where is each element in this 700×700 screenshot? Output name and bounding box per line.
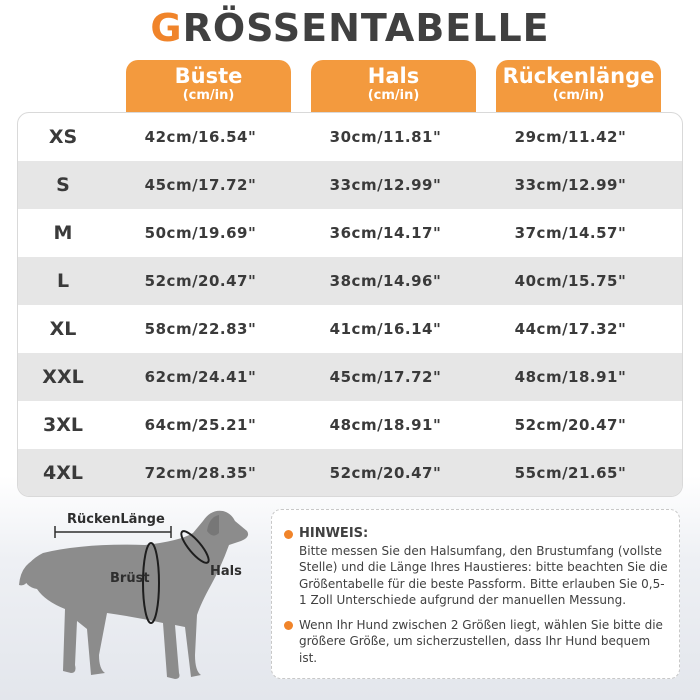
title-first-letter: G bbox=[150, 6, 183, 50]
table-row bbox=[18, 449, 682, 497]
column-unit: (cm/in) bbox=[182, 88, 235, 103]
back-cell: 48cm/18.91" bbox=[514, 368, 627, 386]
column-header-back-length bbox=[496, 60, 661, 112]
title-rest: RÖSSENTABELLE bbox=[182, 6, 550, 50]
neck-cell: 38cm/14.96" bbox=[329, 272, 442, 290]
neck-cell: 52cm/20.47" bbox=[329, 464, 442, 482]
note-item bbox=[284, 526, 669, 609]
column-header-neck bbox=[311, 60, 476, 112]
size-cell: 4XL bbox=[43, 462, 83, 484]
bullet-dot-icon bbox=[284, 621, 293, 630]
note-text: Bitte messen Sie den Halsumfang, den Brustumfang (vollste Stelle) und die Länge Ihres Haustieres: bitte beachten Sie die Größentabelle für die beste Passform. Bitte erlauben Sie 0,5-1 Zoll Unterschiede aufgrund der manuellen Messung. bbox=[299, 543, 668, 607]
note-heading: HINWEIS: bbox=[299, 526, 369, 541]
chest-cell: 72cm/28.35" bbox=[144, 464, 257, 482]
size-cell: L bbox=[56, 270, 70, 292]
column-label: Rückenlänge bbox=[502, 64, 655, 88]
table-row bbox=[18, 161, 682, 209]
chest-cell: 50cm/19.69" bbox=[144, 224, 257, 242]
back-cell: 55cm/21.65" bbox=[514, 464, 627, 482]
back-cell: 52cm/20.47" bbox=[514, 416, 627, 434]
note-item bbox=[284, 617, 669, 667]
chest-cell: 58cm/22.83" bbox=[144, 320, 257, 338]
table-row bbox=[18, 257, 682, 305]
chest-cell: 62cm/24.41" bbox=[144, 368, 257, 386]
table-row bbox=[18, 113, 682, 161]
table-row bbox=[18, 401, 682, 449]
neck-cell: 30cm/11.81" bbox=[329, 128, 442, 146]
bullet-dot-icon bbox=[284, 530, 293, 539]
size-cell: XS bbox=[48, 126, 78, 148]
size-cell: 3XL bbox=[43, 414, 83, 436]
note-text: Wenn Ihr Hund zwischen 2 Größen liegt, wählen Sie bitte die größere Größe, um sicherzustellen, dass Ihr Hund bequem ist. bbox=[299, 617, 663, 665]
column-unit: (cm/in) bbox=[367, 88, 420, 103]
page-title bbox=[0, 6, 700, 50]
back-cell: 40cm/15.75" bbox=[514, 272, 627, 290]
chest-cell: 52cm/20.47" bbox=[144, 272, 257, 290]
neck-cell: 41cm/16.14" bbox=[329, 320, 442, 338]
dog-measurement-diagram bbox=[15, 505, 265, 690]
chest-cell: 64cm/25.21" bbox=[144, 416, 257, 434]
size-cell: M bbox=[53, 222, 73, 244]
back-cell: 37cm/14.57" bbox=[514, 224, 627, 242]
dog-silhouette-icon bbox=[15, 505, 265, 690]
table-row bbox=[18, 305, 682, 353]
chest-cell: 42cm/16.54" bbox=[144, 128, 257, 146]
neck-cell: 45cm/17.72" bbox=[329, 368, 442, 386]
chest-label: Brüst bbox=[110, 571, 150, 586]
column-label: Büste bbox=[174, 64, 243, 88]
size-cell: S bbox=[56, 174, 70, 196]
column-header-chest bbox=[126, 60, 291, 112]
size-cell: XXL bbox=[42, 366, 84, 388]
note-box bbox=[271, 509, 680, 679]
table-row bbox=[18, 353, 682, 401]
neck-cell: 36cm/14.17" bbox=[329, 224, 442, 242]
size-cell: XL bbox=[49, 318, 77, 340]
table-row bbox=[18, 209, 682, 257]
chest-cell: 45cm/17.72" bbox=[144, 176, 257, 194]
neck-cell: 48cm/18.91" bbox=[329, 416, 442, 434]
back-cell: 33cm/12.99" bbox=[514, 176, 627, 194]
back-cell: 29cm/11.42" bbox=[514, 128, 627, 146]
neck-label: Hals bbox=[210, 564, 242, 579]
column-unit: (cm/in) bbox=[552, 88, 605, 103]
back-cell: 44cm/17.32" bbox=[514, 320, 627, 338]
column-label: Hals bbox=[367, 64, 420, 88]
size-table bbox=[17, 112, 683, 497]
neck-cell: 33cm/12.99" bbox=[329, 176, 442, 194]
back-length-label: RückenLänge bbox=[67, 512, 165, 527]
